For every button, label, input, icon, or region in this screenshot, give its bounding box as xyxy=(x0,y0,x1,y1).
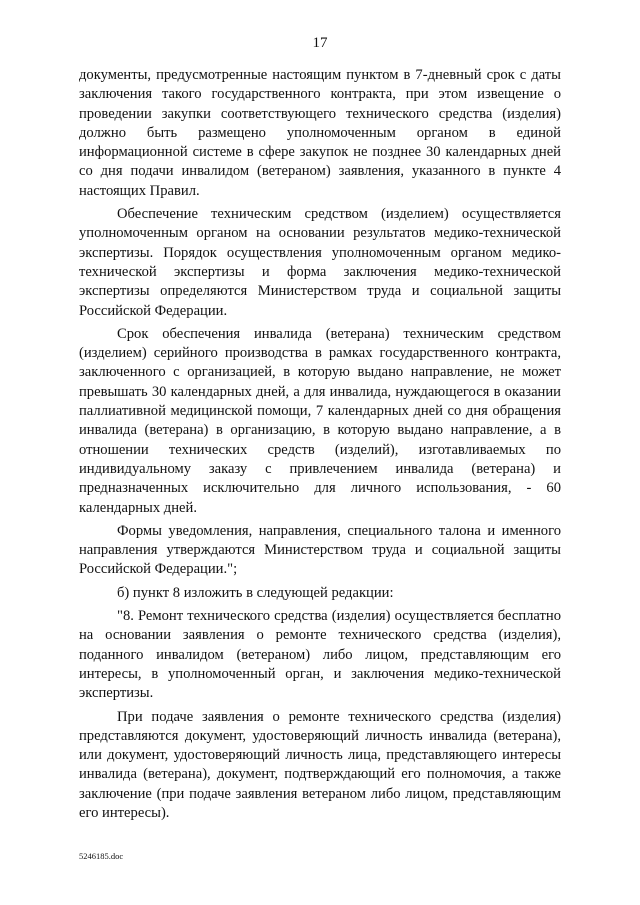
file-name-footer: 5246185.doc xyxy=(79,851,124,861)
paragraph-examination: Обеспечение техническим средством (изделием) осуществляется уполномоченным органом на основании результатов медико-технической экспертизы. Порядок осуществления уполномоченным органом медико-технической экспертизы и форма заключения медико-технической экспертизы определяются Министерством труда и социальной защиты Российской Федерации. xyxy=(79,206,561,319)
paragraph-repair: "8. Ремонт технического средства (изделия) осуществляется бесплатно на основании заявления о ремонте технического средства (изделия), поданного инвалидом (ветераном) либо лицом, представляющим его интересы, в уполномоченный орган, и заключения медико-технической экспертизы. xyxy=(79,608,561,702)
paragraph-continuation: документы, предусмотренные настоящим пунктом в 7-дневный срок с даты заключения такого государственного контракта, при этом извещение о проведении закупки соответствующего технического средства (изделия) должно быть размещено уполномоченным органом в единой информационной системе в сфере закупок не позднее 30 календарных дней со дня подачи инвалидом (ветераном) заявления, указанного в пункте 4 настоящих Правил. xyxy=(79,67,561,199)
paragraph-repair-documents: При подаче заявления о ремонте технического средства (изделия) представляются документ, удостоверяющий личность инвалида (ветерана), или документ, удостоверяющий личность лица, представляющего интересы инвалида (ветерана), документ, подтверждающий его полномочия, а также заключение (при подаче заявления ветераном либо лицом, представляющим его интересы). xyxy=(79,708,561,821)
document-body xyxy=(79,66,561,823)
page-number: 17 xyxy=(312,35,328,51)
paragraph-forms: Формы уведомления, направления, специального талона и именного направления утверждаются Министерством труда и социальной защиты Российской Федерации."; xyxy=(79,522,561,578)
paragraph-deadline: Срок обеспечения инвалида (ветерана) техническим средством (изделием) серийного производства в рамках государственного контракта, заключенного с организацией, в которую выдано направление, не может превышать 30 календарных дней, а для инвалида, нуждающегося в оказании паллиативной медицинской помощи, 7 календарных дней со дня обращения инвалида (ветерана) в организацию, в которую выдано направление, а в отношении технических средств (изделий), изготавливаемых по индивидуальному заказу с привлечением инвалида (ветерана) и предназначенных исключительно для личного использования, - 60 календарных дней. xyxy=(79,325,561,516)
paragraph-item-b: б) пункт 8 изложить в следующей редакции: xyxy=(117,584,394,601)
